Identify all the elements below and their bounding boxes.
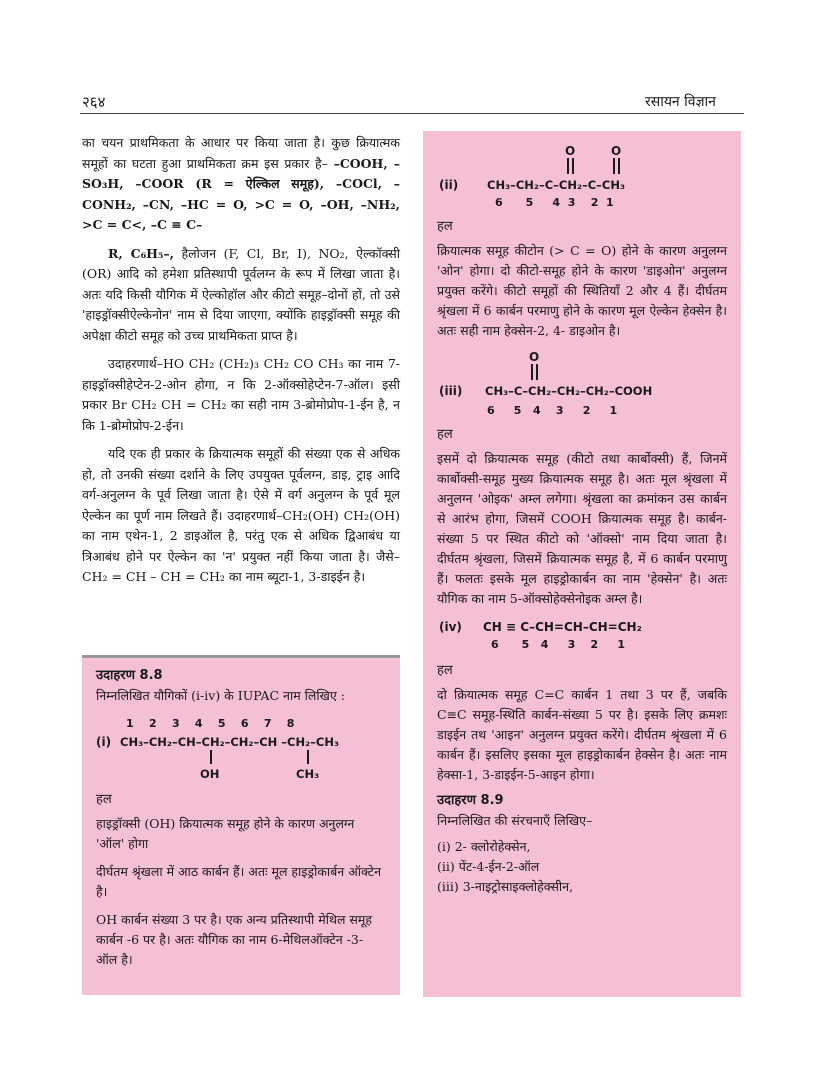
structure-iii	[437, 347, 727, 419]
solution-heading: हल	[437, 427, 453, 442]
solution-iv: दो क्रियात्मक समूह C=C कार्बन 1 तथा 3 पर हैं, जबकि C≡C समूह-स्थिति कार्बन-संख्या 5 पर है। इसके लिए क्रमशः डाइईन तथ 'आइन' अनुलग्न प्रयुक्त करेंगे। दीर्घतम श्रृंखला में 6 कार्बन हैं। इसलिए इसका मूल हाइड्रोकार्बन हेक्सेन है। अतः नाम हेक्सा-1, 3-डाइईन-5-आइन होगा।	[437, 687, 727, 782]
example-instruction: निम्नलिखित यौगिकों (i-iv) के IUPAC नाम लिखिए :	[96, 688, 345, 703]
solution-heading: हल	[96, 792, 112, 807]
solution-step: हाइड्रॉक्सी (OH) क्रियात्मक समूह होने के कारण अनुलग्न 'ऑल' होगा	[96, 816, 355, 851]
oxygen-atom: O	[565, 144, 576, 158]
paragraph-examples: उदाहरणार्थ–HO CH₂ (CH₂)₃ CH₂ CO CH₃ का नाम 7- हाइड्रॉक्सीहेप्टेन-2-ओन होगा, न कि 2-ऑक्सोहेप्टेन-7-ऑल। इसी प्रकार Br CH₂ CH = CH₂ का सही नाम 3-ब्रोमोप्रोप-1-ईन है, न कि 1-ब्रोमोप्रोप-2-ईन।	[82, 356, 400, 433]
list-item: (iii) 3-नाइट्रोसाइक्लोहेक्सीन,	[437, 879, 574, 894]
priority-formula: –COOH, –SO₃H, –COOR (R = ऐल्किल समूह), –COCl, –CONH₂, –CN, –HC = O, >C = O, –OH, –NH₂, >C = C<, –C ≡ C–	[82, 155, 400, 232]
carbon-numbering: 6 5 4 3 2 1	[487, 404, 618, 417]
example-title: उदाहरण 8.8	[96, 668, 163, 683]
double-bond	[618, 158, 620, 174]
bond-line	[307, 750, 309, 764]
list-item: (i) 2- क्लोरोहेक्सेन,	[437, 839, 531, 854]
oxygen-atom: O	[529, 350, 540, 364]
structure-label: (ii)	[439, 178, 459, 192]
example-8-8-box	[82, 655, 400, 995]
double-bond	[567, 158, 569, 174]
substituent-groups: R, C₆H₅–,	[108, 245, 174, 261]
header-divider	[80, 113, 744, 114]
substituent-ch3: CH₃	[296, 767, 320, 781]
solution-step: दीर्घतम श्रृंखला में आठ कार्बन हैं। अतः मूल हाइड्रोकार्बन ऑक्टेन है।	[96, 864, 382, 899]
structure-iv	[437, 615, 727, 655]
solution-ii: क्रियात्मक समूह कीटोन (> C = O) होने के कारण अनुलग्न 'ओन' होगा। दो कीटो-समूह होने के कारण 'डाइओन' अनुलग्न प्रयुक्त करेंगे। कीटो समूहों की स्थितियाँ 2 और 4 हैं। दीर्घतम श्रृंखला में 6 कार्बन परमाणु होने के कारण मूल ऐल्केन हेक्सेन है। अतः सही नाम हेक्सेन-2, 4- डाइओन है।	[437, 243, 727, 338]
solution-iii: इसमें दो क्रियात्मक समूह (कीटो तथा कार्बोक्सी) हैं, जिनमें कार्बोक्सी-समूह मुख्य क्रियात्मक समूह है। अतः मूल श्रृंखला में अनुलग्न 'ओइक' अम्ल लगेगा। श्रृंखला का क्रमांकन उस कार्बन से आरंभ होगा, जिसमें COOH क्रियात्मक समूह है। कार्बन-संख्या 5 पर स्थित कीटो को 'ऑक्सो' नाम दिया जाता है। दीर्घतम श्रृंखला, जिसमें क्रियात्मक समूह है, में 6 कार्बन परमाणु हैं। फलतः इसके मूल हाइड्रोकार्बन का नाम 'हेक्सेन' है। अतः यौगिक का नाम 5-ऑक्सोहेक्सेनोइक अम्ल है।	[437, 451, 727, 606]
example-continuation-box	[423, 131, 741, 997]
book-title: रसायन विज्ञान	[645, 94, 716, 110]
bond-line	[210, 750, 212, 764]
carbon-numbering: 6 5 4 3 2 1	[491, 638, 626, 651]
structure-formula: CH₃–C–CH₂–CH₂–CH₂–COOH	[485, 384, 653, 398]
double-bond	[572, 158, 574, 174]
carbon-numbering: 1 2 3 4 5 6 7 8	[126, 717, 295, 730]
structure-i	[96, 714, 386, 784]
solution-heading: हल	[437, 219, 453, 234]
left-column	[82, 133, 400, 596]
structure-label: (iv)	[439, 620, 462, 634]
example-title: उदाहरण 8.9	[437, 793, 504, 808]
structure-formula: CH ≡ C–CH=CH–CH=CH₂	[483, 620, 642, 634]
carbon-numbering: 6 5 4 3 2 1	[495, 196, 614, 209]
double-bond	[613, 158, 615, 174]
oxygen-atom: O	[611, 144, 622, 158]
substituent-text: हैलोजन (F, Cl, Br, I), NO₂, ऐल्कॉक्सी (OR) आदि को हमेशा प्रतिस्थापी पूर्वलग्न के रूप में लिखा जाता है। अतः यदि किसी यौगिक में ऐल्कोहॉल और कीटो समूह–दोनों हों, तो उसे 'हाइड्रॉक्सीऐल्केनोन' नाम से दिया जाएगा, क्योंकि हाइड्रॉक्सी समूह की अपेक्षा कीटो समूह को उच्च प्राथमिकता प्राप्त है।	[82, 245, 400, 343]
substituent-oh: OH	[200, 767, 220, 781]
structure-label: (iii)	[439, 384, 463, 398]
structure-formula: CH₃–CH₂–C–CH₂–C–CH₃	[487, 178, 626, 192]
paragraph-multiple-groups: यदि एक ही प्रकार के क्रियात्मक समूहों की संख्या एक से अधिक हो, तो उनकी संख्या दर्शाने के लिए उपयुक्त पूर्वलग्न, डाइ, ट्राइ आदि वर्ग-अनुलग्न के पूर्व लिखा जाता है। ऐसे में वर्ग अनुलग्न के पूर्व मूल ऐल्केन का पूर्ण नाम लिखते हैं। उदाहरणार्थ–CH₂(OH) CH₂(OH) का नाम एथेन-1, 2 डाइऑल है, परंतु एक से अधिक द्विआबंध या त्रिआबंध होने पर ऐल्केन का 'न' प्रयुक्त नहीं किया जाता है। जैसे–CH₂ = CH – CH = CH₂ का नाम ब्यूटा-1, 3-डाइईन है।	[82, 446, 400, 584]
priority-text: का चयन प्राथमिकता के आधार पर किया जाता है। कुछ क्रियात्मक समूहों का घटता हुआ प्राथमिकता क्रम इस प्रकार है–	[82, 135, 400, 171]
paragraph-priority	[82, 133, 400, 236]
example-instruction: निम्नलिखित की संरचनाएँ लिखिए–	[437, 813, 593, 828]
list-item: (ii) पेंट-4-ईन-2-ऑल	[437, 859, 540, 874]
solution-heading: हल	[437, 663, 453, 678]
page-number: २६४	[82, 93, 106, 111]
structure-ii	[437, 141, 727, 211]
double-bond	[531, 364, 533, 380]
solution-step: OH कार्बन संख्या 3 पर है। एक अन्य प्रतिस्थापी मेथिल समूह कार्बन -6 पर है। अतः यौगिक का नाम 6-मेथिलऑक्टेन -3- ऑल है।	[96, 912, 372, 967]
paragraph-substituents	[82, 244, 400, 347]
double-bond	[536, 364, 538, 380]
structure-label: (i)	[96, 735, 112, 749]
structure-formula: CH₃–CH₂–CH–CH₂–CH₂–CH –CH₂–CH₃	[120, 735, 339, 749]
